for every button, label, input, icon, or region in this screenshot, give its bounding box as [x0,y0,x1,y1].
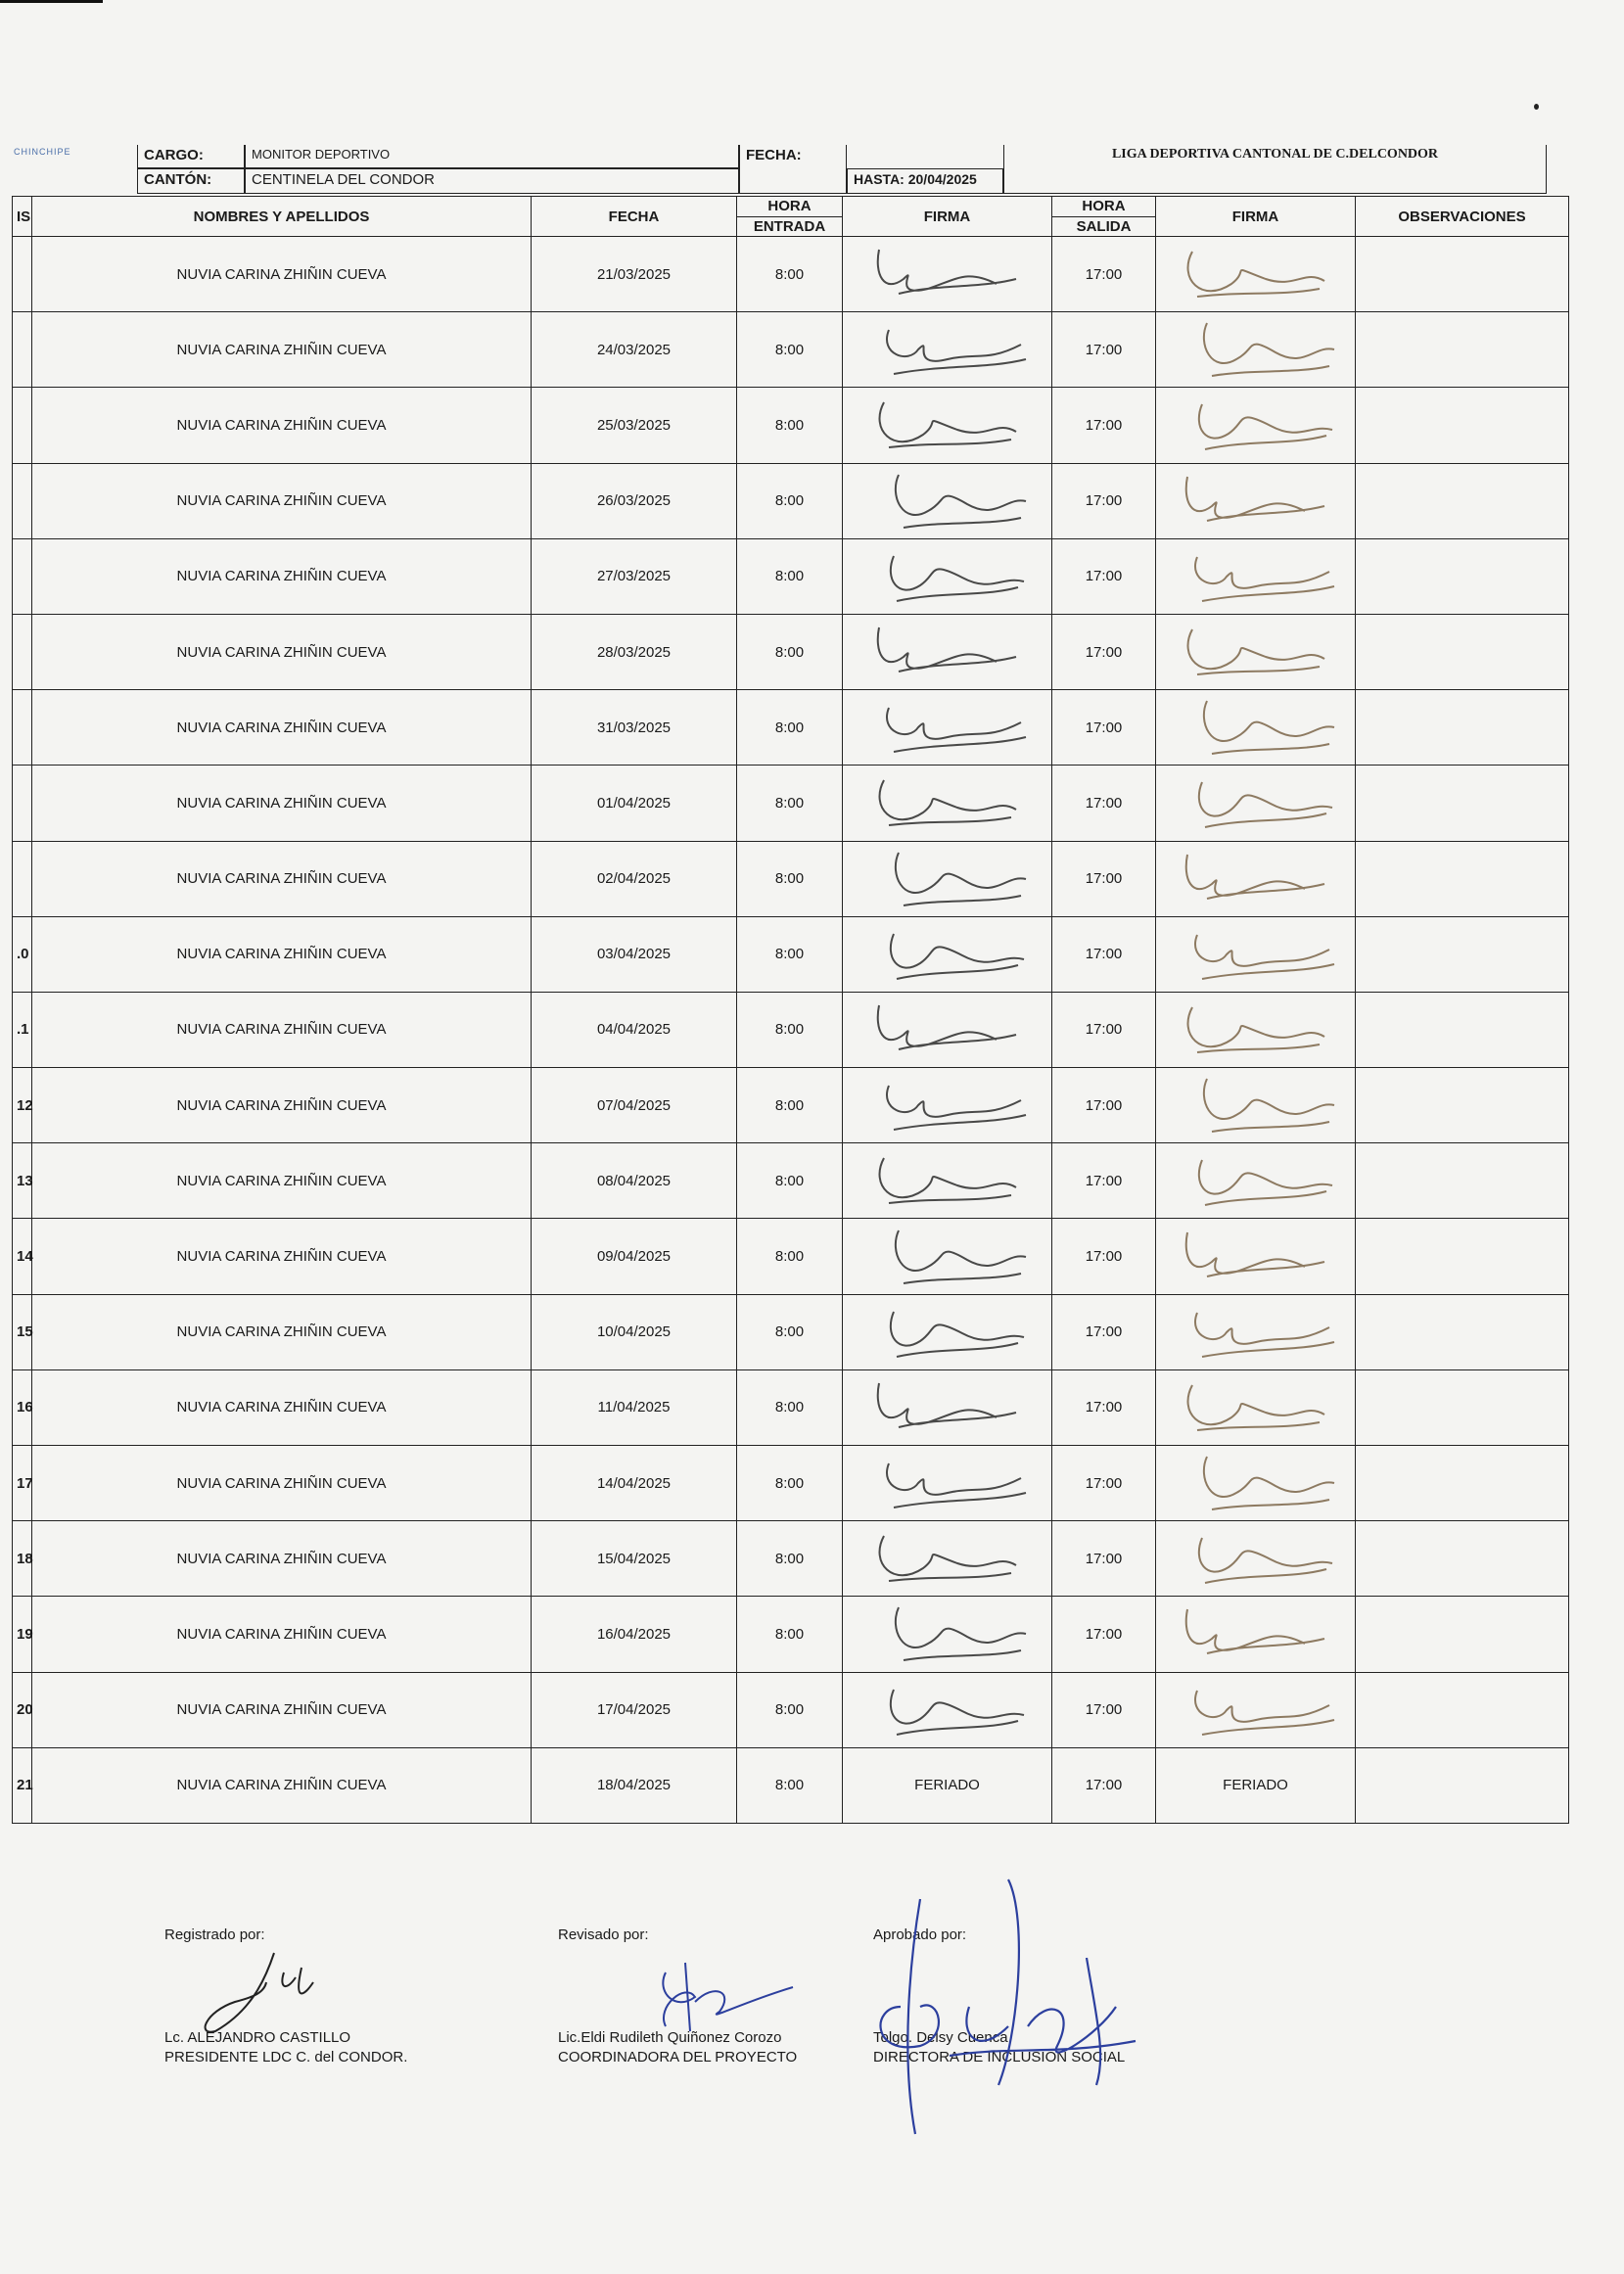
row-observations [1356,1446,1569,1521]
row-entry-time: 8:00 [737,916,843,992]
row-number: 21 [13,1747,32,1823]
row-name: NUVIA CARINA ZHIÑIN CUEVA [32,1143,532,1219]
row-observations [1356,312,1569,388]
table-row [13,538,1569,614]
row-entry-time: 8:00 [737,766,843,841]
scan-speck [1534,104,1539,110]
table-row [13,916,1569,992]
row-number: 16 [13,1369,32,1445]
row-number [13,463,32,538]
table-row [13,614,1569,689]
row-entry-signature [843,237,1052,312]
row-name: NUVIA CARINA ZHIÑIN CUEVA [32,1521,532,1597]
row-date: 14/04/2025 [532,1446,737,1521]
row-exit-time: 17:00 [1052,1672,1156,1747]
row-entry-time: 8:00 [737,614,843,689]
approved-by-label: Aprobado por: [873,1926,967,1943]
table-row [13,1369,1569,1445]
row-exit-signature [1156,1294,1356,1369]
row-entry-signature [843,992,1052,1067]
row-entry-signature [843,614,1052,689]
row-entry-time: 8:00 [737,1446,843,1521]
row-exit-signature [1156,1369,1356,1445]
row-observations [1356,1597,1569,1672]
row-exit-time: 17:00 [1052,614,1156,689]
league-title: LIGA DEPORTIVA CANTONAL DE C.DELCONDOR [1003,145,1547,194]
row-exit-signature [1156,538,1356,614]
row-entry-signature [843,1446,1052,1521]
row-entry-time: 8:00 [737,1294,843,1369]
row-name: NUVIA CARINA ZHIÑIN CUEVA [32,538,532,614]
col-exit-signature: FIRMA [1156,197,1356,237]
col-number: IS [13,197,32,237]
row-exit-signature [1156,614,1356,689]
table-row [13,1294,1569,1369]
row-name: NUVIA CARINA ZHIÑIN CUEVA [32,841,532,916]
row-number: 18 [13,1521,32,1597]
reviewed-by-signature [626,1953,803,2041]
row-exit-time: 17:00 [1052,1597,1156,1672]
row-entry-signature [843,1597,1052,1672]
row-exit-signature [1156,1597,1356,1672]
row-date: 16/04/2025 [532,1597,737,1672]
table-row [13,463,1569,538]
row-entry-time: 8:00 [737,463,843,538]
row-observations [1356,1521,1569,1597]
table-row [13,766,1569,841]
col-entry-time [737,197,843,237]
row-exit-time: 17:00 [1052,766,1156,841]
cargo-label: CARGO: [137,145,245,168]
row-date: 10/04/2025 [532,1294,737,1369]
row-exit-time: 17:00 [1052,1294,1156,1369]
row-date: 25/03/2025 [532,388,737,463]
row-exit-time: 17:00 [1052,916,1156,992]
table-row [13,388,1569,463]
row-observations [1356,916,1569,992]
row-number: 17 [13,1446,32,1521]
row-exit-time: 17:00 [1052,992,1156,1067]
table-row [13,1446,1569,1521]
hora-label: HORA [767,198,812,215]
row-exit-signature [1156,388,1356,463]
table-row [13,1597,1569,1672]
row-entry-signature [843,766,1052,841]
row-entry-time: 8:00 [737,1521,843,1597]
reviewed-by-role: COORDINADORA DEL PROYECTO [558,2049,798,2065]
row-exit-signature [1156,1143,1356,1219]
row-exit-signature [1156,1747,1356,1823]
row-exit-time: 17:00 [1052,1521,1156,1597]
row-exit-time: 17:00 [1052,1219,1156,1294]
row-observations [1356,1219,1569,1294]
league-logo: CHINCHIPE [14,147,71,157]
row-name: NUVIA CARINA ZHIÑIN CUEVA [32,237,532,312]
table-header-row [13,197,1569,237]
row-exit-signature [1156,690,1356,766]
row-entry-signature [843,1068,1052,1143]
registered-by-label: Registrado por: [164,1926,265,1943]
row-entry-time: 8:00 [737,841,843,916]
row-exit-time: 17:00 [1052,841,1156,916]
row-name: NUVIA CARINA ZHIÑIN CUEVA [32,614,532,689]
row-name: NUVIA CARINA ZHIÑIN CUEVA [32,1747,532,1823]
row-entry-time: 8:00 [737,388,843,463]
row-entry-signature [843,463,1052,538]
row-date: 03/04/2025 [532,916,737,992]
row-date: 01/04/2025 [532,766,737,841]
row-entry-signature [843,690,1052,766]
row-name: NUVIA CARINA ZHIÑIN CUEVA [32,916,532,992]
hasta-date: HASTA: 20/04/2025 [847,168,1003,194]
table-row [13,312,1569,388]
attendance-rows [13,237,1569,1824]
row-name: NUVIA CARINA ZHIÑIN CUEVA [32,1068,532,1143]
row-date: 21/03/2025 [532,237,737,312]
row-number [13,237,32,312]
col-entry-signature: FIRMA [843,197,1052,237]
row-observations [1356,1143,1569,1219]
table-row [13,1219,1569,1294]
table-row [13,1068,1569,1143]
row-date: 17/04/2025 [532,1672,737,1747]
registered-by-signature [176,1943,333,2041]
row-number: 15 [13,1294,32,1369]
row-observations [1356,463,1569,538]
row-observations [1356,1369,1569,1445]
canton-value: CENTINELA DEL CONDOR [245,168,739,194]
row-entry-signature [843,312,1052,388]
row-exit-time: 17:00 [1052,237,1156,312]
row-exit-signature [1156,463,1356,538]
row-number [13,312,32,388]
signature-exit-text: FERIADO [1223,1777,1288,1794]
row-date: 26/03/2025 [532,463,737,538]
canton-label: CANTÓN: [137,168,245,194]
col-observations: OBSERVACIONES [1356,197,1569,237]
row-number: .0 [13,916,32,992]
row-exit-time: 17:00 [1052,388,1156,463]
approved-by-signature [861,1860,1155,2144]
row-exit-signature [1156,1446,1356,1521]
table-row [13,237,1569,312]
row-entry-time: 8:00 [737,1143,843,1219]
table-row [13,1143,1569,1219]
row-name: NUVIA CARINA ZHIÑIN CUEVA [32,1294,532,1369]
row-date: 28/03/2025 [532,614,737,689]
reviewed-by-name: Lic.Eldi Rudileth Quiñonez Corozo [558,2029,782,2046]
row-date: 08/04/2025 [532,1143,737,1219]
row-number: .1 [13,992,32,1067]
row-exit-signature [1156,992,1356,1067]
row-entry-signature [843,916,1052,992]
registered-by-name: Lc. ALEJANDRO CASTILLO [164,2029,351,2046]
table-row [13,1521,1569,1597]
row-observations [1356,992,1569,1067]
row-name: NUVIA CARINA ZHIÑIN CUEVA [32,312,532,388]
row-number [13,614,32,689]
approved-by-name: Tolgo. Delsy Cuenca [873,2029,1008,2046]
row-number [13,388,32,463]
row-exit-time: 17:00 [1052,690,1156,766]
row-entry-signature [843,1369,1052,1445]
row-entry-signature [843,388,1052,463]
row-exit-time: 17:00 [1052,1143,1156,1219]
row-entry-signature [843,1521,1052,1597]
row-name: NUVIA CARINA ZHIÑIN CUEVA [32,1446,532,1521]
row-observations [1356,766,1569,841]
row-exit-signature [1156,1068,1356,1143]
row-number: 14 [13,1219,32,1294]
row-observations [1356,237,1569,312]
row-entry-signature [843,1143,1052,1219]
row-observations [1356,1747,1569,1823]
row-observations [1356,690,1569,766]
row-date: 15/04/2025 [532,1521,737,1597]
row-entry-time: 8:00 [737,1219,843,1294]
row-observations [1356,1294,1569,1369]
row-exit-time: 17:00 [1052,538,1156,614]
row-exit-signature [1156,237,1356,312]
row-entry-signature [843,1747,1052,1823]
row-name: NUVIA CARINA ZHIÑIN CUEVA [32,1597,532,1672]
row-observations [1356,388,1569,463]
cargo-value: MONITOR DEPORTIVO [245,145,739,168]
row-number: 19 [13,1597,32,1672]
row-exit-signature [1156,1521,1356,1597]
row-entry-time: 8:00 [737,237,843,312]
attendance-table [12,196,1569,1824]
row-exit-signature [1156,1219,1356,1294]
row-exit-time: 17:00 [1052,463,1156,538]
row-date: 24/03/2025 [532,312,737,388]
row-date: 11/04/2025 [532,1369,737,1445]
row-exit-time: 17:00 [1052,1369,1156,1445]
row-date: 09/04/2025 [532,1219,737,1294]
table-row [13,690,1569,766]
row-observations [1356,614,1569,689]
row-name: NUVIA CARINA ZHIÑIN CUEVA [32,1369,532,1445]
col-exit-time [1052,197,1156,237]
row-entry-time: 8:00 [737,1747,843,1823]
row-date: 02/04/2025 [532,841,737,916]
row-observations [1356,1672,1569,1747]
row-date: 27/03/2025 [532,538,737,614]
row-entry-time: 8:00 [737,992,843,1067]
fecha-label: FECHA: [739,145,847,194]
row-entry-signature [843,1672,1052,1747]
reviewed-by-label: Revisado por: [558,1926,649,1943]
row-exit-time: 17:00 [1052,1747,1156,1823]
row-exit-signature [1156,916,1356,992]
row-entry-time: 8:00 [737,1672,843,1747]
salida-label: SALIDA [1052,216,1155,237]
row-name: NUVIA CARINA ZHIÑIN CUEVA [32,463,532,538]
registered-by-role: PRESIDENTE LDC C. del CONDOR. [164,2049,408,2065]
row-date: 31/03/2025 [532,690,737,766]
row-exit-signature [1156,766,1356,841]
row-exit-signature [1156,312,1356,388]
row-number: 13 [13,1143,32,1219]
row-entry-time: 8:00 [737,1369,843,1445]
row-exit-time: 17:00 [1052,312,1156,388]
row-entry-time: 8:00 [737,312,843,388]
row-entry-signature [843,841,1052,916]
row-name: NUVIA CARINA ZHIÑIN CUEVA [32,388,532,463]
row-date: 04/04/2025 [532,992,737,1067]
row-entry-signature [843,538,1052,614]
row-name: NUVIA CARINA ZHIÑIN CUEVA [32,1672,532,1747]
entrada-label: ENTRADA [737,216,842,237]
row-number [13,841,32,916]
row-exit-signature [1156,841,1356,916]
row-name: NUVIA CARINA ZHIÑIN CUEVA [32,992,532,1067]
table-row [13,1672,1569,1747]
row-number: 12 [13,1068,32,1143]
document-header [137,145,1547,200]
row-date: 07/04/2025 [532,1068,737,1143]
col-name: NOMBRES Y APELLIDOS [32,197,532,237]
row-entry-time: 8:00 [737,538,843,614]
table-row [13,992,1569,1067]
row-observations [1356,841,1569,916]
row-name: NUVIA CARINA ZHIÑIN CUEVA [32,690,532,766]
signature-entry-text: FERIADO [914,1777,980,1794]
row-exit-time: 17:00 [1052,1446,1156,1521]
col-date: FECHA [532,197,737,237]
row-entry-time: 8:00 [737,690,843,766]
row-observations [1356,538,1569,614]
table-row [13,1747,1569,1823]
row-exit-signature [1156,1672,1356,1747]
row-number: 20 [13,1672,32,1747]
row-date: 18/04/2025 [532,1747,737,1823]
hora-label: HORA [1082,198,1126,215]
row-name: NUVIA CARINA ZHIÑIN CUEVA [32,1219,532,1294]
row-entry-time: 8:00 [737,1597,843,1672]
row-entry-signature [843,1294,1052,1369]
approved-by-role: DIRECTORA DE INCLUSION SOCIAL [873,2049,1126,2065]
row-entry-time: 8:00 [737,1068,843,1143]
row-exit-time: 17:00 [1052,1068,1156,1143]
row-number [13,538,32,614]
row-number [13,690,32,766]
row-observations [1356,1068,1569,1143]
row-entry-signature [843,1219,1052,1294]
row-number [13,766,32,841]
row-name: NUVIA CARINA ZHIÑIN CUEVA [32,766,532,841]
table-row [13,841,1569,916]
scan-edge-line [0,0,103,3]
